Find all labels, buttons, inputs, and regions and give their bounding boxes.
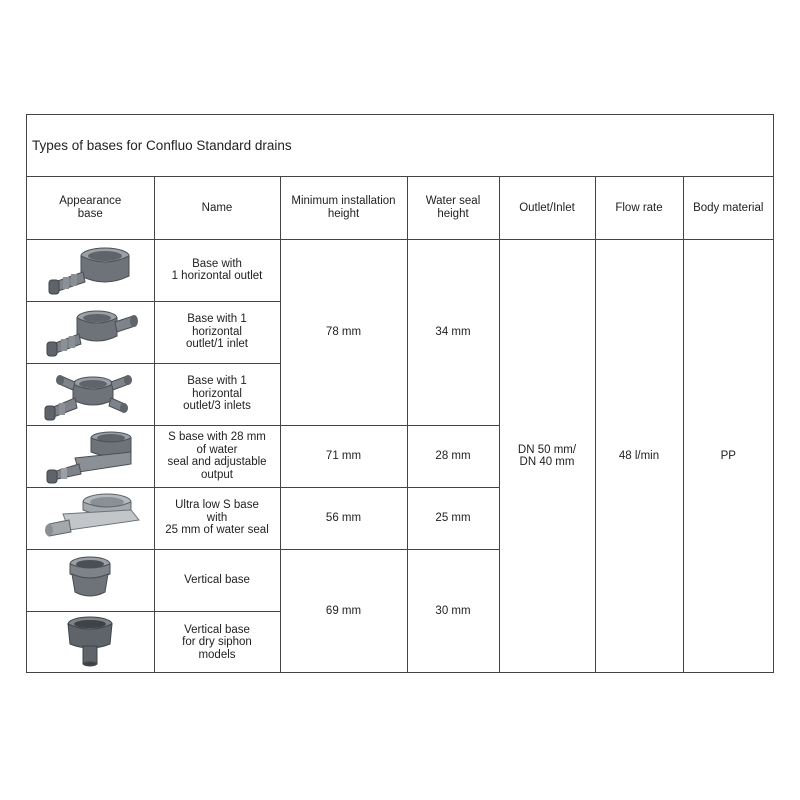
drain-base-1-outlet-3-inlets-icon bbox=[35, 366, 145, 422]
header-water-seal: Water seal height bbox=[407, 177, 499, 239]
appearance-cell bbox=[27, 301, 154, 363]
name-cell: Base with 1 horizontal outlet bbox=[154, 239, 280, 301]
vertical-base-dry-siphon-icon bbox=[35, 614, 145, 670]
body-material-cell: PP bbox=[683, 239, 773, 673]
name-cell: Vertical base for dry siphon models bbox=[154, 611, 280, 673]
flow-rate-cell: 48 l/min bbox=[595, 239, 683, 673]
product-table-panel bbox=[26, 114, 774, 673]
water-seal-cell: 30 mm bbox=[407, 549, 499, 673]
drain-base-1-outlet-icon bbox=[35, 242, 145, 298]
header-row bbox=[27, 177, 773, 239]
ultra-low-s-base-icon bbox=[35, 490, 145, 546]
header-appearance: Appearance base bbox=[27, 177, 154, 239]
header-body-material: Body material bbox=[683, 177, 773, 239]
name-cell: Base with 1 horizontal outlet/3 inlets bbox=[154, 363, 280, 425]
name-cell: Base with 1 horizontal outlet/1 inlet bbox=[154, 301, 280, 363]
min-height-cell: 71 mm bbox=[280, 425, 407, 487]
header-name: Name bbox=[154, 177, 280, 239]
outlet-inlet-cell: DN 50 mm/ DN 40 mm bbox=[499, 239, 595, 673]
table-row bbox=[27, 239, 773, 301]
water-seal-cell: 25 mm bbox=[407, 487, 499, 549]
header-outlet-inlet: Outlet/Inlet bbox=[499, 177, 595, 239]
name-cell: S base with 28 mm of water seal and adjustable output bbox=[154, 425, 280, 487]
table-title: Types of bases for Confluo Standard drains bbox=[27, 115, 773, 177]
water-seal-cell: 34 mm bbox=[407, 239, 499, 425]
appearance-cell bbox=[27, 425, 154, 487]
min-height-cell: 56 mm bbox=[280, 487, 407, 549]
name-cell: Ultra low S base with 25 mm of water seal bbox=[154, 487, 280, 549]
water-seal-cell: 28 mm bbox=[407, 425, 499, 487]
drain-base-1-outlet-1-inlet-icon bbox=[35, 304, 145, 360]
appearance-cell bbox=[27, 487, 154, 549]
vertical-base-icon bbox=[35, 552, 145, 608]
appearance-cell bbox=[27, 549, 154, 611]
appearance-cell bbox=[27, 239, 154, 301]
name-cell: Vertical base bbox=[154, 549, 280, 611]
s-base-adjustable-icon bbox=[35, 428, 145, 484]
bases-table bbox=[27, 177, 773, 673]
appearance-cell bbox=[27, 611, 154, 673]
header-min-height: Minimum installation height bbox=[280, 177, 407, 239]
min-height-cell: 78 mm bbox=[280, 239, 407, 425]
header-flow-rate: Flow rate bbox=[595, 177, 683, 239]
appearance-cell bbox=[27, 363, 154, 425]
min-height-cell: 69 mm bbox=[280, 549, 407, 673]
